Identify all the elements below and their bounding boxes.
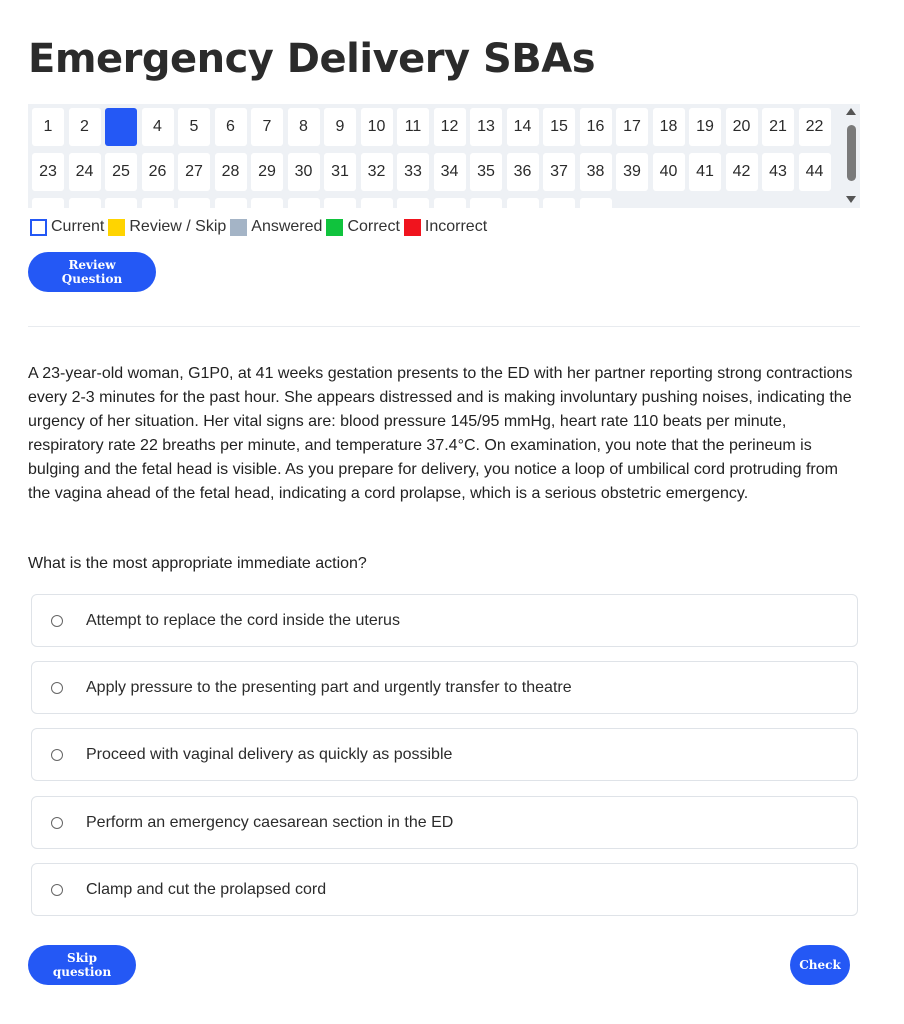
review-question-button[interactable]: Review Question xyxy=(28,252,156,292)
question-number-button[interactable] xyxy=(361,198,393,208)
question-number-button[interactable]: 36 xyxy=(507,153,539,191)
legend-current-swatch xyxy=(30,219,47,236)
status-legend xyxy=(30,217,491,237)
answer-option-5[interactable] xyxy=(31,863,858,916)
question-stem: A 23-year-old woman, G1P0, at 41 weeks gestation presents to the ED with her partner reporting strong contractions every 2-3 minutes for the past hour. She appears distressed and is making involuntary pushing noises, indicating the urgency of her situation. Her vital signs are: blood pressure 145/95 mmHg, heart rate 110 beats per minute, respiratory rate 22 breaths per minute, and temperature 37.4°C. On examination, you note that the perineum is bulging and the fetal head is visible. As you prepare for delivery, you notice a loop of umbilical cord protruding from the vagina ahead of the fetal head, indicating a cord prolapse, which is a serious obstetric emergency. xyxy=(28,365,853,502)
question-number-button[interactable] xyxy=(215,198,247,208)
legend-answered-swatch xyxy=(230,219,247,236)
question-number-button[interactable] xyxy=(105,108,137,146)
question-number-button[interactable]: 40 xyxy=(653,153,685,191)
question-number-button[interactable]: 41 xyxy=(689,153,721,191)
question-number-button[interactable]: 6 xyxy=(215,108,247,146)
question-number-button[interactable] xyxy=(251,198,283,208)
legend-correct xyxy=(326,218,399,236)
question-number-button[interactable]: 15 xyxy=(543,108,575,146)
question-number-button[interactable]: 30 xyxy=(288,153,320,191)
question-number-button[interactable]: 12 xyxy=(434,108,466,146)
question-number-button[interactable]: 8 xyxy=(288,108,320,146)
navigator-scrollbar[interactable] xyxy=(842,104,860,208)
question-number-button[interactable]: 22 xyxy=(799,108,831,146)
question-number-button[interactable] xyxy=(580,198,612,208)
legend-incorrect-label: Incorrect xyxy=(424,218,488,235)
question-number-button[interactable]: 5 xyxy=(178,108,210,146)
question-number-button[interactable] xyxy=(397,198,429,208)
question-number-button[interactable]: 42 xyxy=(726,153,758,191)
question-number-button[interactable]: 17 xyxy=(616,108,648,146)
question-number-button[interactable] xyxy=(543,198,575,208)
radio-button[interactable] xyxy=(51,615,63,627)
question-number-button[interactable]: 4 xyxy=(142,108,174,146)
question-number-button[interactable]: 20 xyxy=(726,108,758,146)
check-button[interactable]: Check xyxy=(790,945,850,985)
answer-option-3[interactable] xyxy=(31,728,858,781)
question-number-button[interactable]: 31 xyxy=(324,153,356,191)
legend-review xyxy=(108,218,226,236)
question-number-button[interactable] xyxy=(507,198,539,208)
question-number-button[interactable]: 39 xyxy=(616,153,648,191)
question-number-button[interactable] xyxy=(142,198,174,208)
question-number-button[interactable]: 43 xyxy=(762,153,794,191)
page-title: Emergency Delivery SBAs xyxy=(28,36,596,82)
answer-option-2[interactable] xyxy=(31,661,858,714)
question-number-button[interactable] xyxy=(178,198,210,208)
question-number-button[interactable]: 24 xyxy=(69,153,101,191)
scroll-down-arrow-icon[interactable] xyxy=(846,196,856,203)
question-number-button[interactable] xyxy=(470,198,502,208)
scroll-up-arrow-icon[interactable] xyxy=(846,108,856,115)
radio-button[interactable] xyxy=(51,817,63,829)
question-number-button[interactable] xyxy=(288,198,320,208)
legend-correct-swatch xyxy=(326,219,343,236)
question-number-button[interactable] xyxy=(434,198,466,208)
question-number-button[interactable] xyxy=(32,198,64,208)
question-number-button[interactable]: 19 xyxy=(689,108,721,146)
legend-correct-label: Correct xyxy=(347,218,400,235)
question-number-button[interactable]: 18 xyxy=(653,108,685,146)
question-number-button[interactable]: 25 xyxy=(105,153,137,191)
answer-option-1[interactable] xyxy=(31,594,858,647)
skip-question-button[interactable]: Skip question xyxy=(28,945,136,985)
legend-incorrect-swatch xyxy=(404,219,421,236)
answer-option-label: Attempt to replace the cord inside the uterus xyxy=(86,611,400,629)
radio-button[interactable] xyxy=(51,884,63,896)
answer-option-label: Apply pressure to the presenting part and urgently transfer to theatre xyxy=(86,678,572,696)
question-number-button[interactable]: 44 xyxy=(799,153,831,191)
legend-answered-label: Answered xyxy=(251,218,323,235)
question-number-grid xyxy=(32,108,840,208)
scroll-thumb[interactable] xyxy=(847,125,856,181)
legend-review-swatch xyxy=(108,219,125,236)
question-number-button[interactable]: 33 xyxy=(397,153,429,191)
question-number-button[interactable] xyxy=(69,198,101,208)
question-navigator xyxy=(28,104,860,208)
legend-current xyxy=(30,218,104,236)
answer-option-label: Clamp and cut the prolapsed cord xyxy=(86,880,327,898)
question-number-button[interactable]: 37 xyxy=(543,153,575,191)
section-divider xyxy=(28,326,860,327)
question-number-button[interactable] xyxy=(105,198,137,208)
question-number-button[interactable]: 16 xyxy=(580,108,612,146)
legend-current-label: Current xyxy=(51,218,105,235)
legend-review-label: Review / Skip xyxy=(129,218,227,235)
legend-answered xyxy=(230,218,322,236)
question-number-button[interactable]: 21 xyxy=(762,108,794,146)
question-number-button[interactable]: 11 xyxy=(397,108,429,146)
question-number-button[interactable]: 14 xyxy=(507,108,539,146)
question-number-button[interactable]: 35 xyxy=(470,153,502,191)
question-number-button[interactable]: 2 xyxy=(69,108,101,146)
question-prompt: What is the most appropriate immediate action? xyxy=(28,555,367,572)
question-number-button[interactable]: 28 xyxy=(215,153,247,191)
question-number-button[interactable]: 13 xyxy=(470,108,502,146)
question-number-button[interactable]: 29 xyxy=(251,153,283,191)
question-number-button[interactable] xyxy=(324,198,356,208)
question-number-button[interactable]: 7 xyxy=(251,108,283,146)
answer-option-label: Perform an emergency caesarean section in the ED xyxy=(86,813,454,831)
answer-option-4[interactable] xyxy=(31,796,858,849)
question-number-button[interactable]: 34 xyxy=(434,153,466,191)
legend-incorrect xyxy=(404,218,487,236)
question-number-button[interactable]: 9 xyxy=(324,108,356,146)
question-number-button[interactable]: 23 xyxy=(32,153,64,191)
answer-option-label: Proceed with vaginal delivery as quickly as possible xyxy=(86,745,453,763)
radio-button[interactable] xyxy=(51,749,63,761)
question-number-button[interactable]: 26 xyxy=(142,153,174,191)
question-number-button[interactable]: 32 xyxy=(361,153,393,191)
question-number-button[interactable]: 1 xyxy=(32,108,64,146)
question-number-button[interactable]: 10 xyxy=(361,108,393,146)
question-number-button[interactable]: 38 xyxy=(580,153,612,191)
question-number-button[interactable]: 27 xyxy=(178,153,210,191)
radio-button[interactable] xyxy=(51,682,63,694)
